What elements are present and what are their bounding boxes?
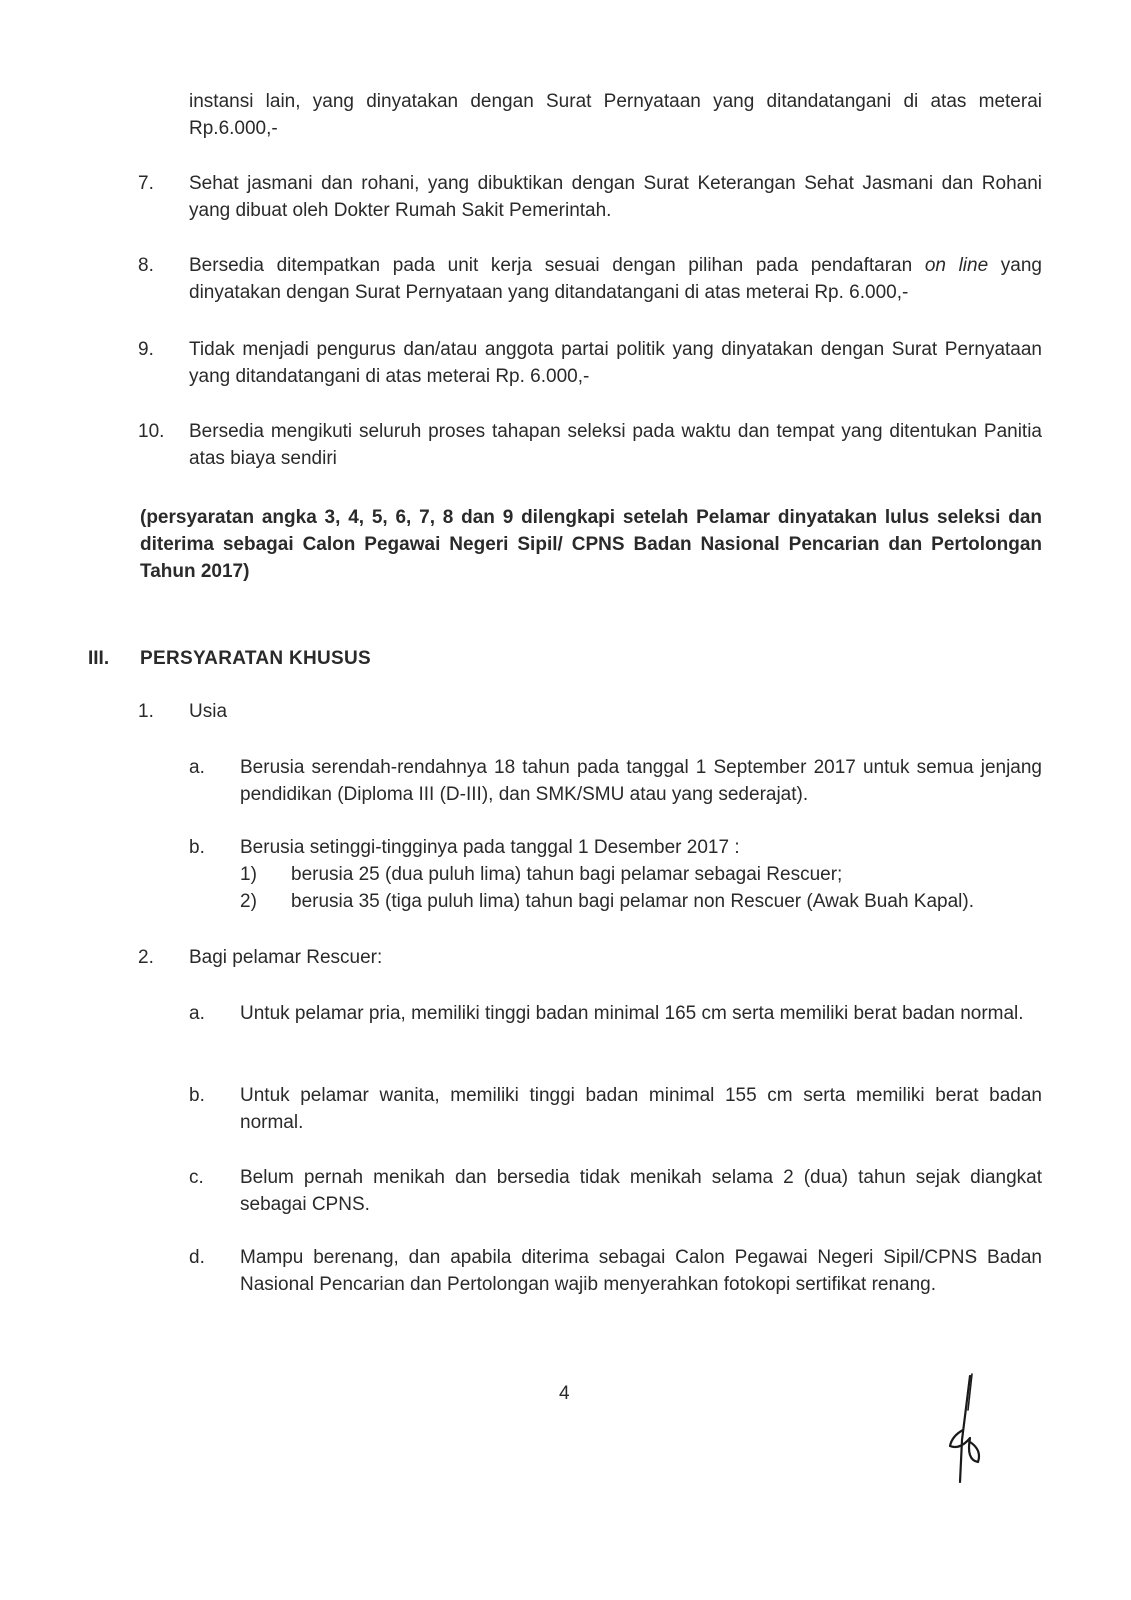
sub-item-letter: a. [189, 1003, 205, 1024]
subsection-title: Bagi pelamar Rescuer: [189, 947, 383, 968]
item-text: Bersedia mengikuti seluruh proses tahapan seleksi pada waktu dan tempat yang ditentukan Panitia atas biaya sendiri [189, 421, 1042, 469]
item-number: 9. [138, 339, 154, 360]
sub-item-letter: b. [189, 837, 205, 858]
signature-initial [930, 1370, 1010, 1490]
item-text-part: yang dinyatakan dengan Surat Pernyataan yang ditandatangani di atas meterai Rp. 6.000,- [189, 255, 1042, 303]
item-text: Sehat jasmani dan rohani, yang dibuktikan dengan Surat Keterangan Sehat Jasmani dan Rohani yang dibuat oleh Dokter Rumah Sakit Pemerintah. [189, 173, 1042, 221]
subsection-title: Usia [189, 701, 228, 722]
subsection-number: 2. [138, 947, 154, 968]
point-number: 1) [240, 864, 257, 885]
sub-item-letter: a. [189, 757, 205, 778]
requirements-note: (persyaratan angka 3, 4, 5, 6, 7, 8 dan 9 dilengkapi setelah Pelamar dinyatakan lulus seleksi dan diterima sebagai Calon Pegawai Negeri Sipil/ CPNS Badan Nasional Pencarian dan Pertolongan Tahun 2017) [140, 507, 1042, 582]
section-title: PERSYARATAN KHUSUS [140, 648, 371, 669]
point-text: berusia 35 (tiga puluh lima) tahun bagi pelamar non Rescuer (Awak Buah Kapal). [291, 891, 974, 912]
sub-item-text: Berusia setinggi-tingginya pada tanggal 1 Desember 2017 : [240, 837, 740, 858]
continuation-text: instansi lain, yang dinyatakan dengan Surat Pernyataan yang ditandatangani di atas meterai Rp.6.000,- [189, 91, 1042, 139]
sub-item-text: Berusia serendah-rendahnya 18 tahun pada tanggal 1 September 2017 untuk semua jenjang pendidikan (Diploma III (D-III), dan SMK/SMU atau yang sederajat). [240, 757, 1042, 805]
sub-item-text: Belum pernah menikah dan bersedia tidak menikah selama 2 (dua) tahun sejak diangkat sebagai CPNS. [240, 1167, 1042, 1215]
item-text-part: Bersedia ditempatkan pada unit kerja sesuai dengan pilihan pada pendaftaran [189, 255, 925, 276]
item-text [189, 252, 1042, 306]
item-number: 10. [138, 421, 165, 442]
item-number: 8. [138, 255, 154, 276]
section-number: III. [88, 648, 110, 669]
sub-item-letter: b. [189, 1085, 205, 1106]
sub-item-letter: d. [189, 1247, 205, 1268]
sub-item-text: Untuk pelamar wanita, memiliki tinggi badan minimal 155 cm serta memiliki berat badan normal. [240, 1085, 1042, 1133]
subsection-number: 1. [138, 701, 154, 722]
sub-item-text: Mampu berenang, dan apabila diterima sebagai Calon Pegawai Negeri Sipil/CPNS Badan Nasional Pencarian dan Pertolongan wajib menyerahkan fotokopi sertifikat renang. [240, 1247, 1042, 1295]
item-text: Tidak menjadi pengurus dan/atau anggota partai politik yang dinyatakan dengan Surat Pernyataan yang ditandatangani di atas meterai Rp. 6.000,- [189, 339, 1042, 387]
sub-item-letter: c. [189, 1167, 204, 1188]
item-number: 7. [138, 173, 154, 194]
page-number: 4 [559, 1383, 570, 1404]
point-text: berusia 25 (dua puluh lima) tahun bagi pelamar sebagai Rescuer; [291, 864, 843, 885]
sub-item-text: Untuk pelamar pria, memiliki tinggi badan minimal 165 cm serta memiliki berat badan normal. [240, 1003, 1024, 1024]
point-number: 2) [240, 891, 257, 912]
item-text-italic: on line [924, 255, 989, 276]
